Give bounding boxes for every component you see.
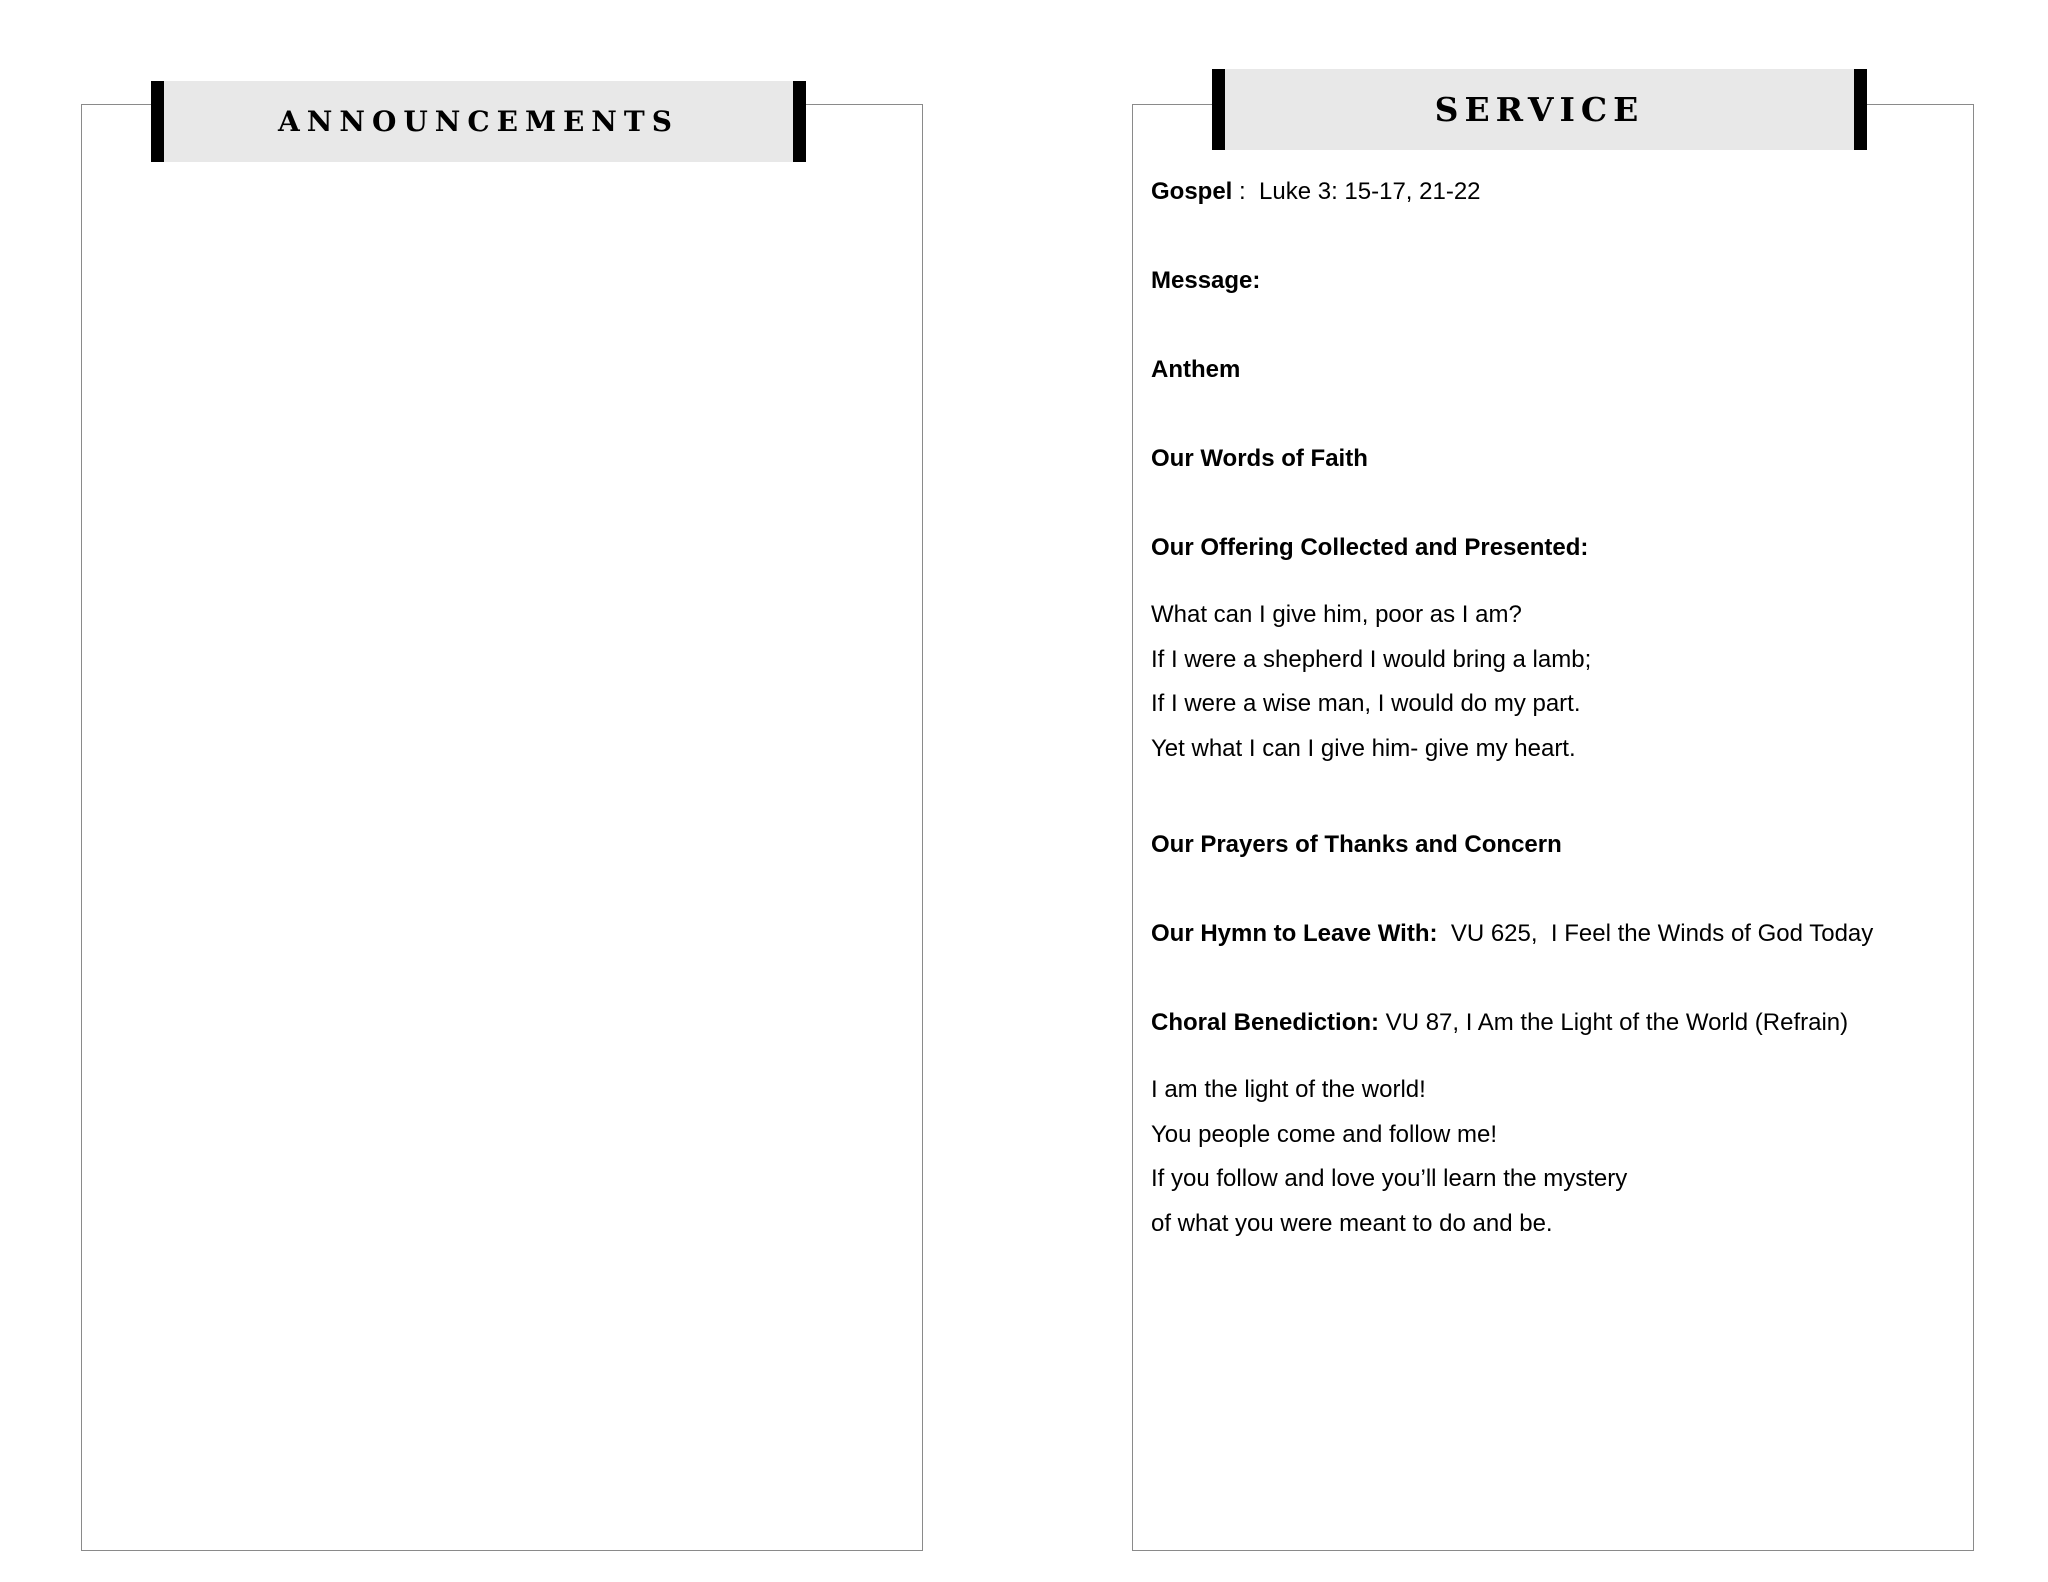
offering-heading: Our Offering Collected and Presented: bbox=[1151, 534, 1589, 561]
offering-verse-line: What can I give him, poor as I am? bbox=[1151, 601, 1522, 628]
gospel-reference: Luke 3: 15-17, 21-22 bbox=[1259, 178, 1481, 205]
anthem-heading: Anthem bbox=[1151, 356, 1241, 383]
benediction-value: VU 87, I Am the Light of the World (Refrain) bbox=[1379, 1009, 1849, 1036]
benediction-line bbox=[1151, 1001, 1848, 1045]
message-heading: Message: bbox=[1151, 267, 1261, 294]
offering-verse-line: If I were a shepherd I would bring a lamb; bbox=[1151, 646, 1592, 673]
offering-verse-line: If I were a wise man, I would do my part. bbox=[1151, 690, 1581, 717]
gospel-label: Gospel bbox=[1151, 178, 1233, 205]
benediction-verse-line: You people come and follow me! bbox=[1151, 1121, 1498, 1148]
announcements-header bbox=[151, 81, 806, 162]
prayers-heading: Our Prayers of Thanks and Concern bbox=[1151, 831, 1562, 858]
announcements-title: ANNOUNCEMENTS bbox=[278, 105, 679, 138]
benediction-verse-line: of what you were meant to do and be. bbox=[1151, 1210, 1553, 1237]
benediction-verse-line: I am the light of the world! bbox=[1151, 1076, 1426, 1103]
service-title: SERVICE bbox=[1434, 90, 1645, 129]
hymn-line bbox=[1151, 912, 1873, 956]
benediction-label: Choral Benediction: bbox=[1151, 1009, 1380, 1036]
service-header bbox=[1212, 69, 1867, 150]
announcements-panel bbox=[81, 104, 923, 1551]
benediction-verse-line: If you follow and love you’ll learn the mystery bbox=[1151, 1165, 1628, 1192]
gospel-separator: : bbox=[1232, 178, 1260, 205]
words-of-faith-heading: Our Words of Faith bbox=[1151, 445, 1368, 472]
hymn-value: VU 625, I Feel the Winds of God Today bbox=[1437, 920, 1874, 947]
hymn-label: Our Hymn to Leave With: bbox=[1151, 920, 1438, 947]
offering-verse-line: Yet what I can I give him- give my heart. bbox=[1151, 735, 1576, 762]
gospel-line bbox=[1151, 170, 1481, 214]
